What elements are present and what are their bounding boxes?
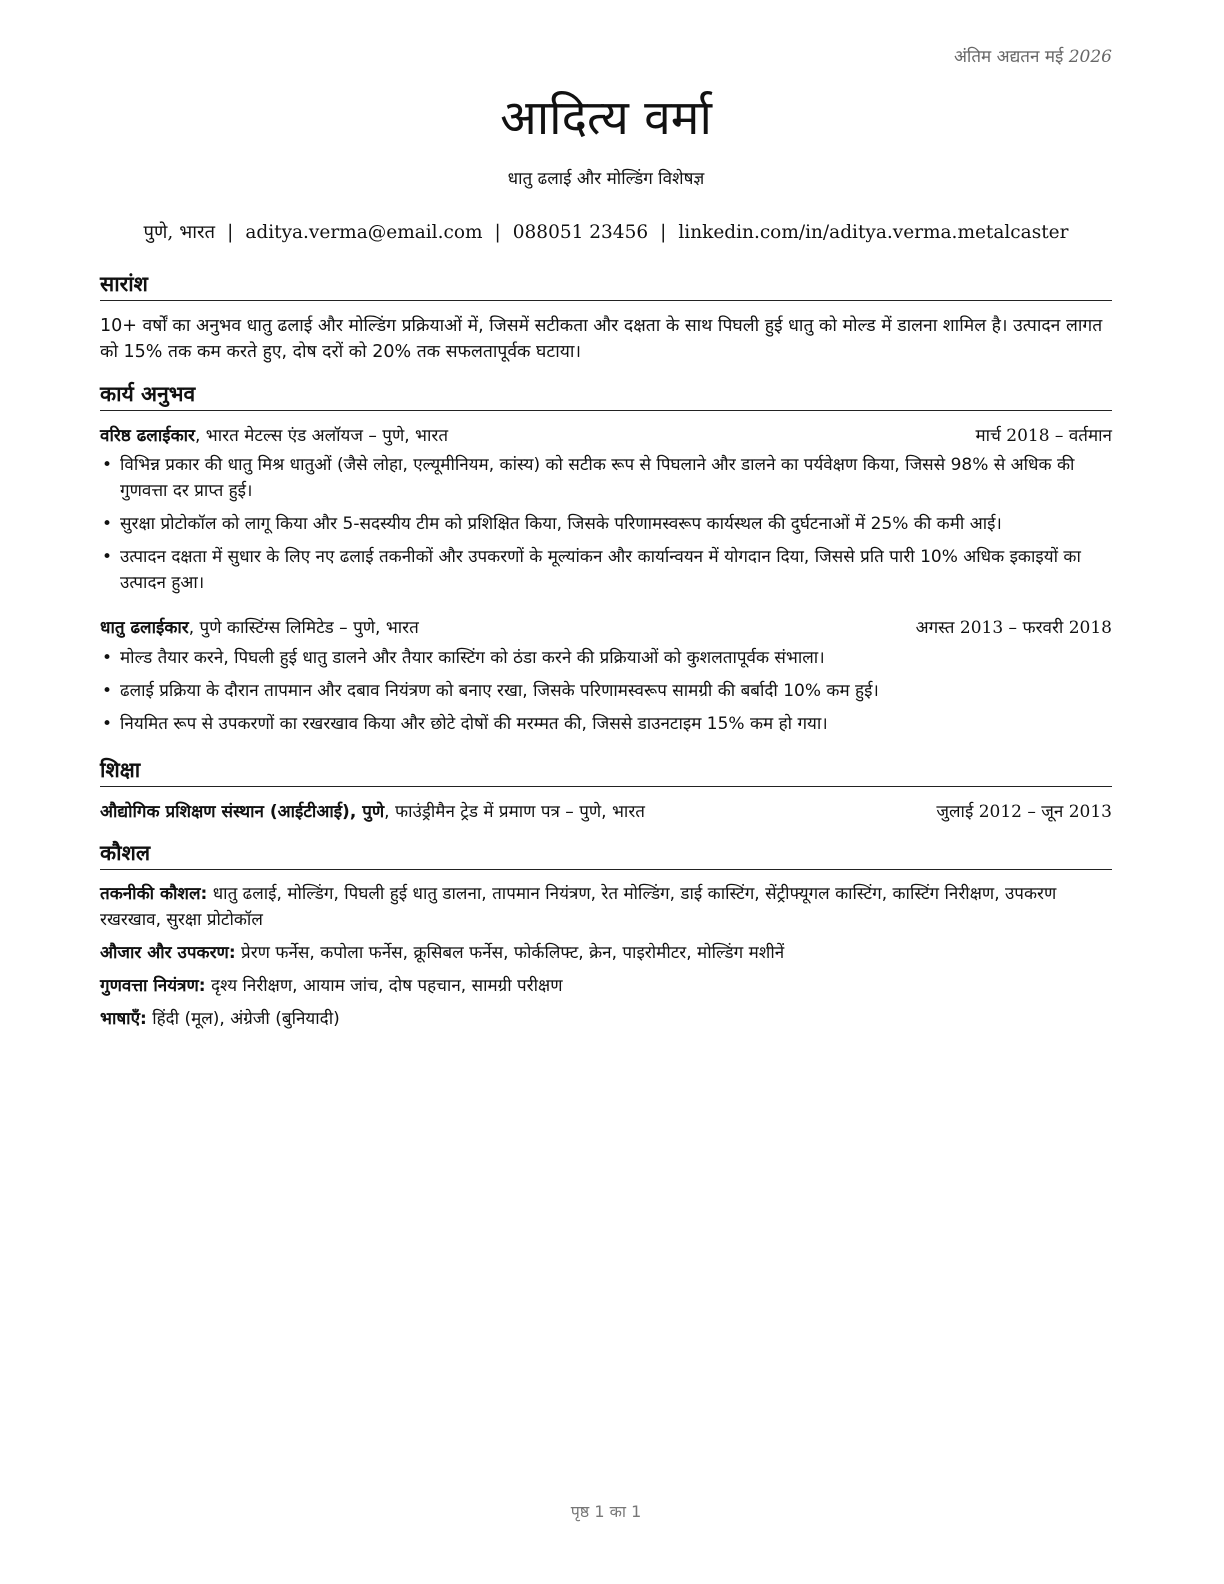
skills-heading: कौशल (100, 839, 1112, 870)
contact-line (100, 219, 1112, 244)
job-dates: मार्च 2018 – वर्तमान (975, 426, 1112, 446)
job-bullet: • ढलाई प्रक्रिया के दौरान तापमान और दबाव नियंत्रण को बनाए रखा, जिसके परिणामस्वरूप सामग्री की बर्बादी 10% कम हुई। (100, 678, 1112, 704)
last-updated-label: अंतिम अद्यतन मई (953, 47, 1064, 67)
job-title: वरिष्ठ ढलाईकार (100, 426, 195, 446)
contact-location: पुणे, भारत (143, 222, 216, 243)
education-heading: शिक्षा (100, 756, 1112, 787)
job-bullet: • विभिन्न प्रकार की धातु मिश्र धातुओं (जैसे लोहा, एल्यूमीनियम, कांस्य) को सटीक रूप से पिघलाने और डालने का पर्यवेक्षण किया, जिससे 98% से अधिक की गुणवत्ता दर प्राप्त हुई। (100, 452, 1112, 504)
skill-label: तकनीकी कौशल: (100, 884, 208, 904)
job-bullet: • नियमित रूप से उपकरणों का रखरखाव किया और छोटे दोषों की मरम्मत की, जिससे डाउनटाइम 15% कम हो गया। (100, 711, 1112, 737)
job-bullets (100, 645, 1112, 744)
contact-email[interactable]: aditya.verma@email.com (245, 222, 483, 243)
job-bullet: • सुरक्षा प्रोटोकॉल को लागू किया और 5-सदस्यीय टीम को प्रशिक्षित किया, जिसके परिणामस्वरूप कार्यस्थल की दुर्घटनाओं में 25% की कमी आई। (100, 511, 1112, 537)
skill-value: धातु ढलाई, मोल्डिंग, पिघली हुई धातु डालना, तापमान नियंत्रण, रेत मोल्डिंग, डाई कास्टिंग, सेंट्रीफ्यूगल कास्टिंग, कास्टिंग निरीक्षण, उपकरण रखरखाव, सुरक्षा प्रोटोकॉल (100, 884, 1057, 930)
contact-linkedin[interactable]: linkedin.com/in/aditya.verma.metalcaster (678, 222, 1069, 243)
skill-line (100, 881, 1112, 933)
skill-line (100, 940, 1112, 966)
skill-label: गुणवत्ता नियंत्रण: (100, 976, 206, 996)
page-number: पृष्ठ 1 का 1 (570, 1502, 642, 1521)
contact-separator: | (660, 222, 667, 243)
education-line (100, 799, 645, 822)
job-title-line (100, 423, 448, 446)
skill-line (100, 973, 1112, 999)
education-institution: औद्योगिक प्रशिक्षण संस्थान (आईटीआई), पुणे (100, 802, 385, 822)
skill-label: भाषाएँ: (100, 1009, 147, 1029)
job-company: , पुणे कास्टिंग्स लिमिटेड – पुणे, भारत (188, 618, 419, 638)
experience-heading: कार्य अनुभव (100, 380, 1112, 411)
job-dates: अगस्त 2013 – फरवरी 2018 (915, 618, 1112, 638)
job-bullet: • उत्पादन दक्षता में सुधार के लिए नए ढलाई तकनीकों और उपकरणों के मूल्यांकन और कार्यान्वयन में योगदान दिया, जिससे प्रति पारी 10% अधिक इकाइयों का उत्पादन हुआ। (100, 544, 1112, 596)
skill-value: हिंदी (मूल), अंग्रेजी (बुनियादी) (146, 1009, 340, 1029)
skill-value: प्रेरण फर्नेस, कपोला फर्नेस, क्रूसिबल फर्नेस, फोर्कलिफ्ट, क्रेन, पाइरोमीटर, मोल्डिंग मशीनें (235, 943, 785, 963)
job-header (100, 615, 1112, 638)
education-dates: जुलाई 2012 – जून 2013 (936, 802, 1112, 822)
summary-heading: सारांश (100, 270, 1112, 301)
candidate-name: आदित्य वर्मा (500, 90, 712, 146)
last-updated-year: 2026 (1068, 47, 1112, 67)
job-company: , भारत मेटल्स एंड अलॉयज – पुणे, भारत (195, 426, 449, 446)
skill-line (100, 1006, 1112, 1032)
candidate-tagline: धातु ढलाई और मोल्डिंग विशेषज्ञ (507, 169, 705, 189)
resume-page (100, 0, 1112, 1584)
job-header (100, 423, 1112, 446)
contact-phone[interactable]: 088051 23456 (512, 222, 649, 243)
skill-value: दृश्य निरीक्षण, आयाम जांच, दोष पहचान, सामग्री परीक्षण (205, 976, 563, 996)
job-bullet: • मोल्ड तैयार करने, पिघली हुई धातु डालने और तैयार कास्टिंग को ठंडा करने की प्रक्रियाओं को कुशलतापूर्वक संभाला। (100, 645, 1112, 671)
contact-separator: | (227, 222, 234, 243)
job-title-line (100, 615, 419, 638)
summary-text: 10+ वर्षों का अनुभव धातु ढलाई और मोल्डिंग प्रक्रियाओं में, जिसमें सटीकता और दक्षता के साथ पिघली हुई धातु को मोल्ड में डालना शामिल है। उत्पादन लागत को 15% तक कम करते हुए, दोष दरों को 20% तक सफलतापूर्वक घटाया। (100, 316, 1103, 362)
contact-separator: | (494, 222, 501, 243)
education-entry (100, 799, 1112, 822)
skill-label: औजार और उपकरण: (100, 943, 236, 963)
education-detail: , फाउंड्रीमैन ट्रेड में प्रमाण पत्र – पुणे, भारत (384, 802, 645, 822)
job-title: धातु ढलाईकार (100, 618, 189, 638)
last-updated (954, 44, 1112, 67)
job-bullets (100, 452, 1112, 603)
